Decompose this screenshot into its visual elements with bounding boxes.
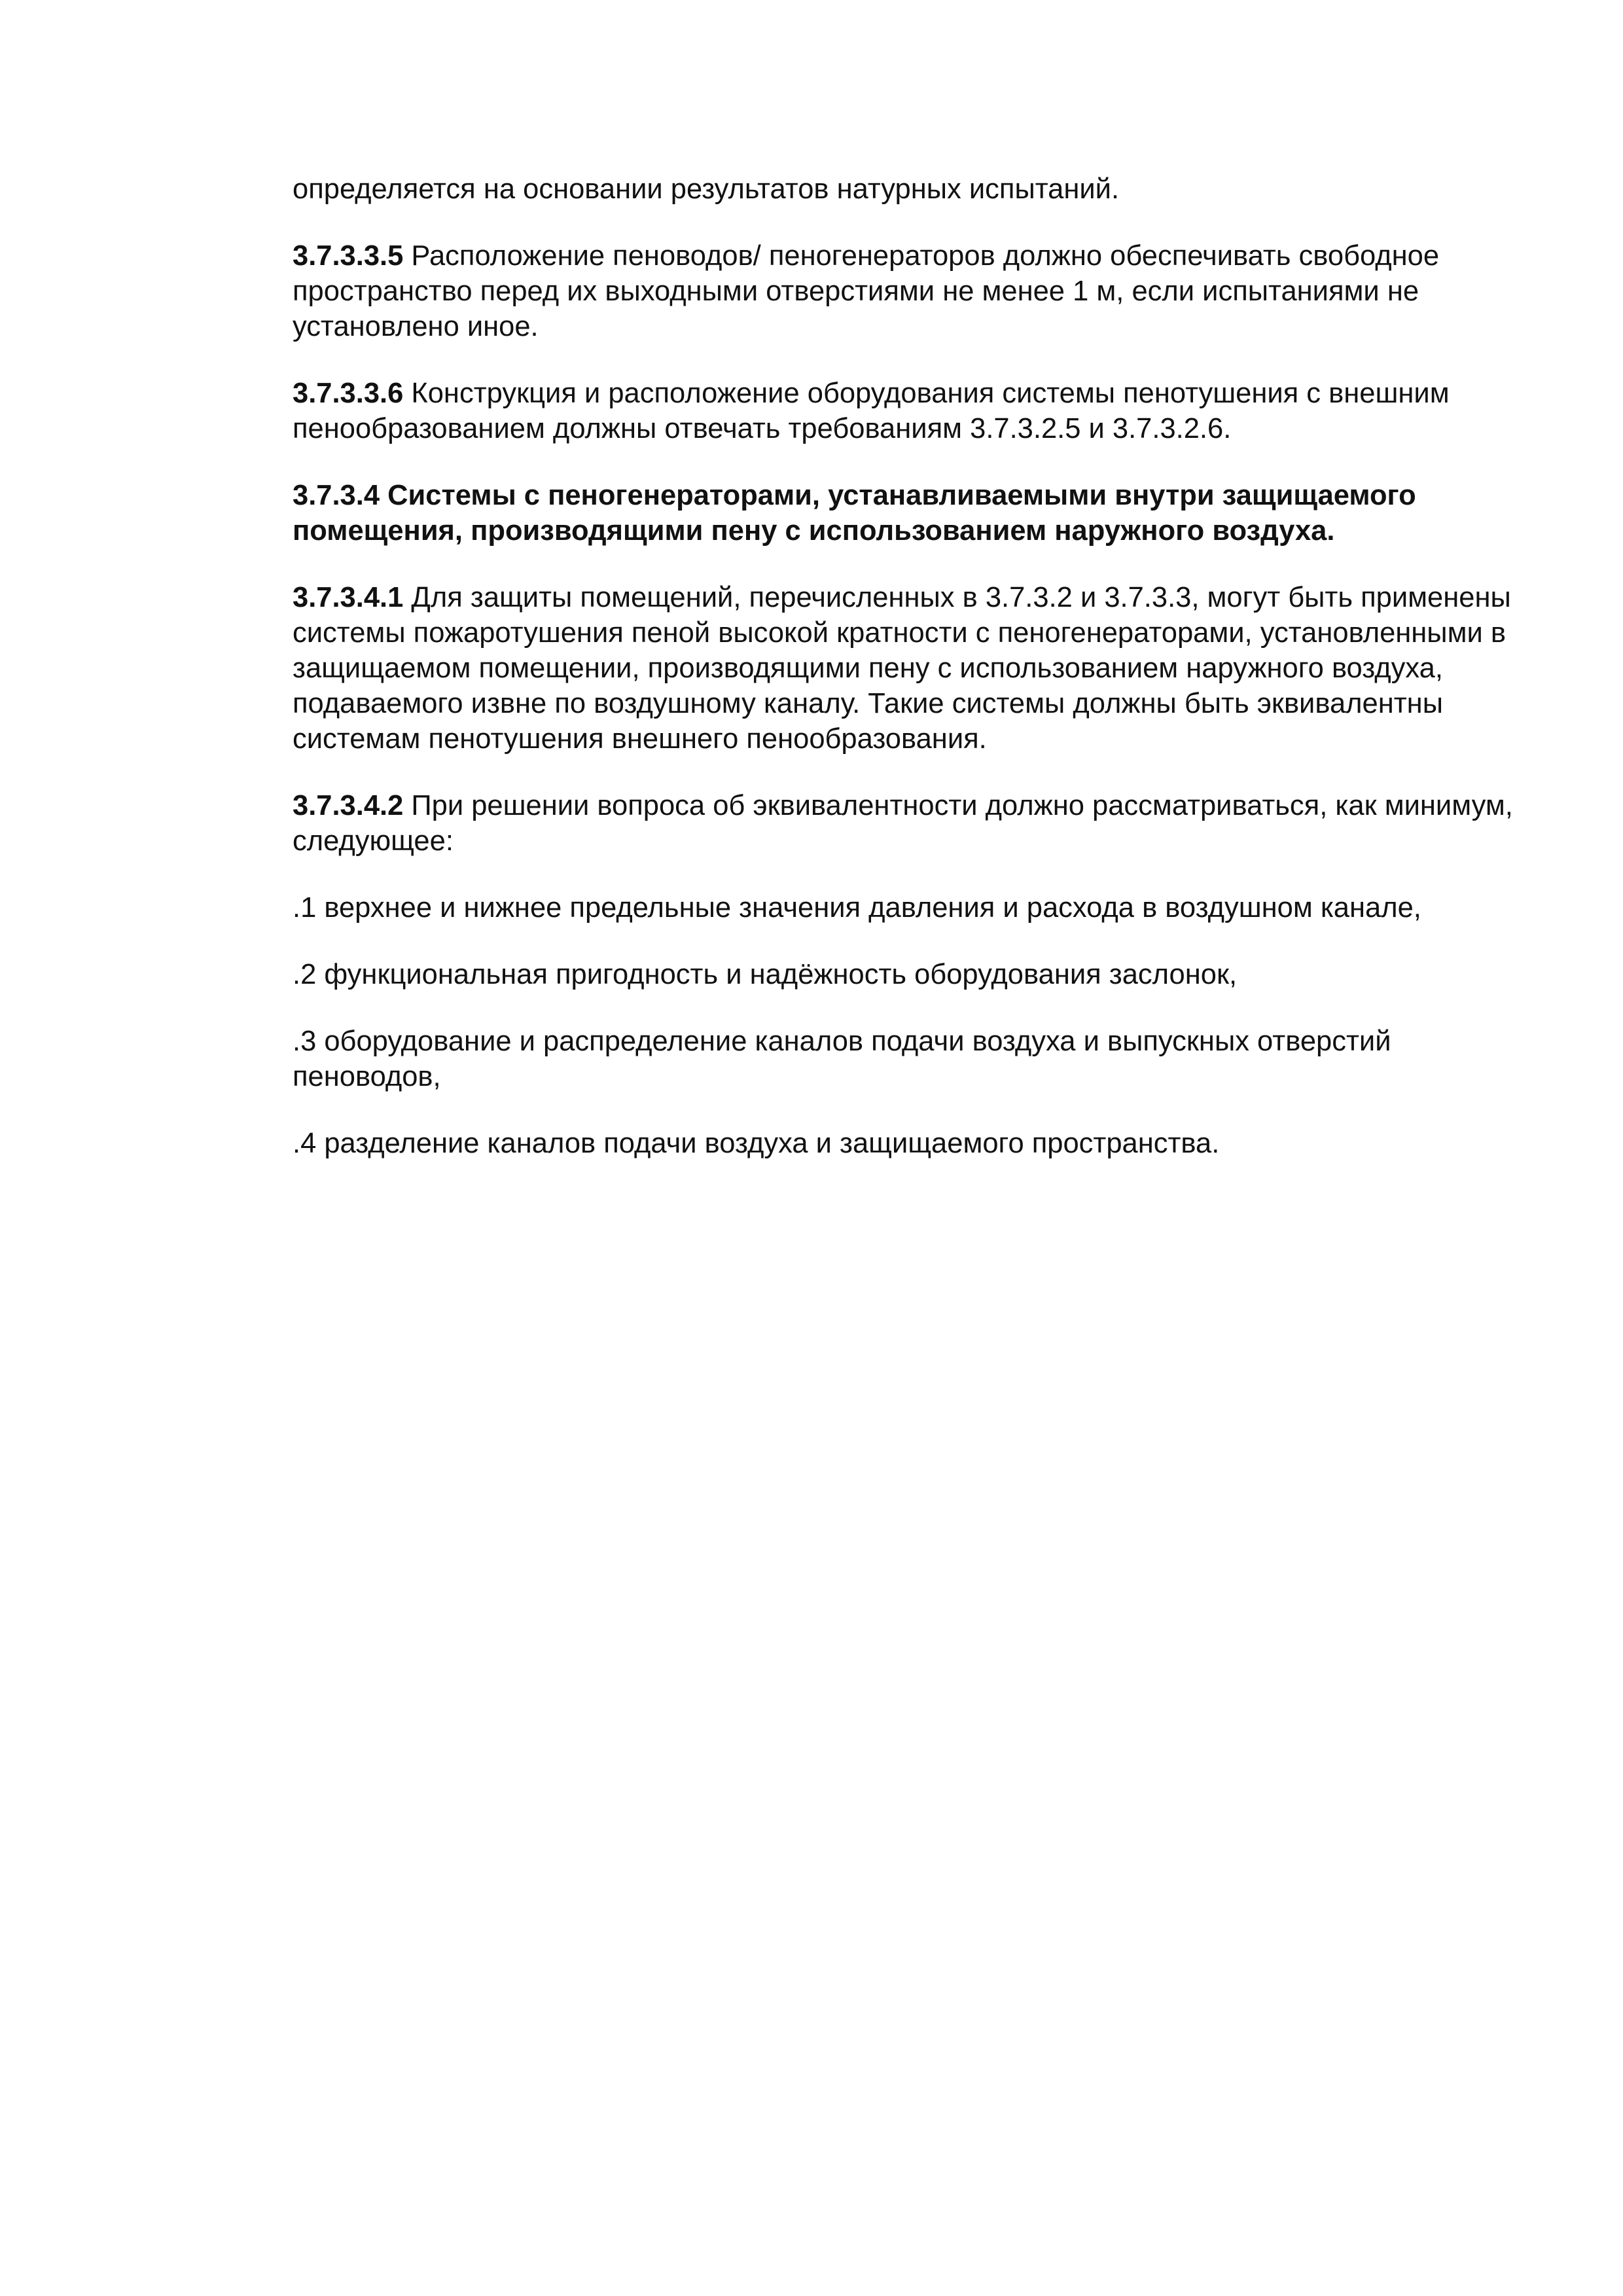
paragraph-3-7-3-4-1 (293, 580, 1536, 757)
list-item-text: .2 функциональная пригодность и надёжность оборудования заслонок, (293, 959, 1238, 990)
list-item-3 (293, 1024, 1536, 1094)
paragraph-text: При решении вопроса об эквивалентности должно рассматриваться, как минимум, следующее: (293, 790, 1513, 857)
clause-number: 3.7.3.4.2 (293, 790, 404, 821)
paragraph-text: Расположение пеноводов/ пеногенераторов должно обеспечивать свободное пространство перед их выходными отверстиями не менее 1 м, если испытаниями не установлено иное. (293, 240, 1440, 342)
list-item-2 (293, 957, 1536, 992)
list-item-text: .1 верхнее и нижнее предельные значения давления и расхода в воздушном канале, (293, 892, 1421, 924)
paragraph-continuation (293, 171, 1536, 207)
paragraph-3-7-3-4-2 (293, 788, 1536, 859)
paragraph-text: Конструкция и расположение оборудования системы пенотушения с внешним пенообразованием должны отвечать требованиям 3.7.3.2.5 и 3.7.3.2.6. (293, 378, 1450, 444)
heading-text: 3.7.3.4 Системы с пеногенераторами, устанавливаемыми внутри защищаемого помещения, производящими пену с использованием наружного воздуха. (293, 480, 1416, 547)
paragraph-3-7-3-3-6 (293, 376, 1536, 446)
list-item-text: .4 разделение каналов подачи воздуха и защищаемого пространства. (293, 1128, 1220, 1159)
list-item-1 (293, 890, 1536, 925)
paragraph-text: определяется на основании результатов натурных испытаний. (293, 173, 1120, 205)
clause-number: 3.7.3.4.1 (293, 582, 404, 613)
paragraph-3-7-3-3-5 (293, 238, 1536, 344)
clause-number: 3.7.3.3.5 (293, 240, 404, 272)
clause-number: 3.7.3.3.6 (293, 378, 404, 409)
paragraph-text: Для защиты помещений, перечисленных в 3.7.3.2 и 3.7.3.3, могут быть применены системы пожаротушения пеной высокой кратности с пеногенераторами, установленными в защищаемом помещении, производящими пену с использованием наружного воздуха, подаваемого извне по воздушному каналу. Такие системы должны быть эквивалентны системам пенотушения внешнего пенообразования. (293, 582, 1511, 755)
document-page (293, 171, 1536, 1193)
list-item-text: .3 оборудование и распределение каналов подачи воздуха и выпускных отверстий пеноводов, (293, 1026, 1391, 1092)
list-item-4 (293, 1126, 1536, 1161)
section-heading-3-7-3-4 (293, 478, 1536, 548)
